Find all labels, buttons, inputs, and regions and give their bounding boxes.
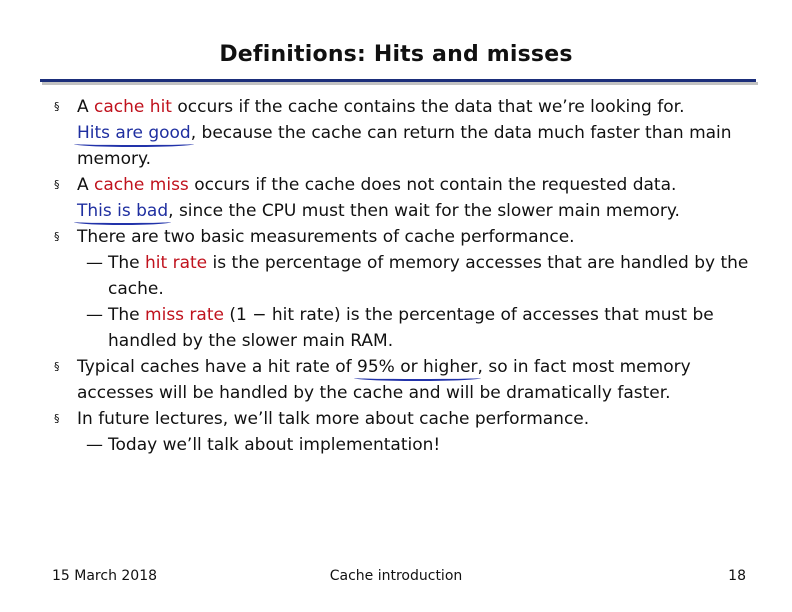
- term-hit-rate: hit rate: [145, 253, 208, 273]
- footer-topic: Cache introduction: [329, 568, 463, 584]
- term-cache-miss: cache miss: [94, 175, 189, 195]
- slide-body: [52, 94, 752, 458]
- bullet-text: , so in fact most memory accesses will be handled by the cache and will be dramatically faster.: [77, 357, 691, 403]
- bullet-measurements: [52, 224, 752, 250]
- sub-bullet-hit-rate: [52, 250, 752, 302]
- title-divider: [40, 79, 756, 82]
- bullet-text: A: [77, 97, 95, 117]
- bullet-future-lectures: [52, 406, 752, 432]
- slide-title: Definitions: Hits and misses: [219, 42, 573, 67]
- bullet-marker: §: [54, 360, 60, 373]
- bullet-text: , because the cache can return the data much faster than main memory.: [77, 123, 732, 169]
- sub-text: (1 − hit rate) is the percentage of accesses that must be handled by the slower main RAM.: [108, 305, 714, 351]
- annotation-this-is-bad: [77, 201, 168, 221]
- sub-marker: —: [86, 253, 103, 273]
- bullet-text: occurs if the cache does not contain the requested data.: [188, 175, 677, 195]
- sub-bullet-implementation: [52, 432, 752, 458]
- highlight-text: 95% or higher: [357, 357, 478, 377]
- bullet-text: There are two basic measurements of cache performance.: [77, 227, 575, 247]
- sub-marker: —: [86, 305, 103, 325]
- bullet-text: A: [77, 175, 95, 195]
- bullet-typical-caches: [52, 354, 752, 406]
- highlight-95-percent: [357, 357, 478, 377]
- annotation-hits-are-good: [77, 123, 191, 143]
- bullet-text: occurs if the cache contains the data that we’re looking for.: [171, 97, 685, 117]
- sub-text: The: [108, 305, 146, 325]
- sub-text: The: [108, 253, 146, 273]
- bullet-text: , since the CPU must then wait for the slower main memory.: [168, 201, 680, 221]
- handwritten-underline: [354, 375, 481, 381]
- sub-text: is the percentage of memory accesses that are handled by the cache.: [108, 253, 749, 299]
- annotation-text: Hits are good: [77, 123, 191, 143]
- footer-date: 15 March 2018: [52, 568, 158, 584]
- bullet-cache-miss: [52, 172, 752, 224]
- bullet-marker: §: [54, 230, 60, 243]
- bullet-text: Typical caches have a hit rate of: [77, 357, 358, 377]
- term-miss-rate: miss rate: [145, 305, 224, 325]
- bullet-marker: §: [54, 100, 60, 113]
- sub-bullet-miss-rate: [52, 302, 752, 354]
- bullet-text: In future lectures, we’ll talk more about cache performance.: [77, 409, 590, 429]
- handwritten-underline: [74, 141, 194, 147]
- sub-marker: —: [86, 435, 103, 455]
- annotation-text: This is bad: [77, 201, 169, 221]
- bullet-cache-hit: [52, 94, 752, 172]
- sub-text: Today we’ll talk about implementation!: [108, 435, 441, 455]
- term-cache-hit: cache hit: [94, 97, 172, 117]
- footer-page-number: 18: [728, 568, 746, 584]
- bullet-marker: §: [54, 178, 60, 191]
- bullet-marker: §: [54, 412, 60, 425]
